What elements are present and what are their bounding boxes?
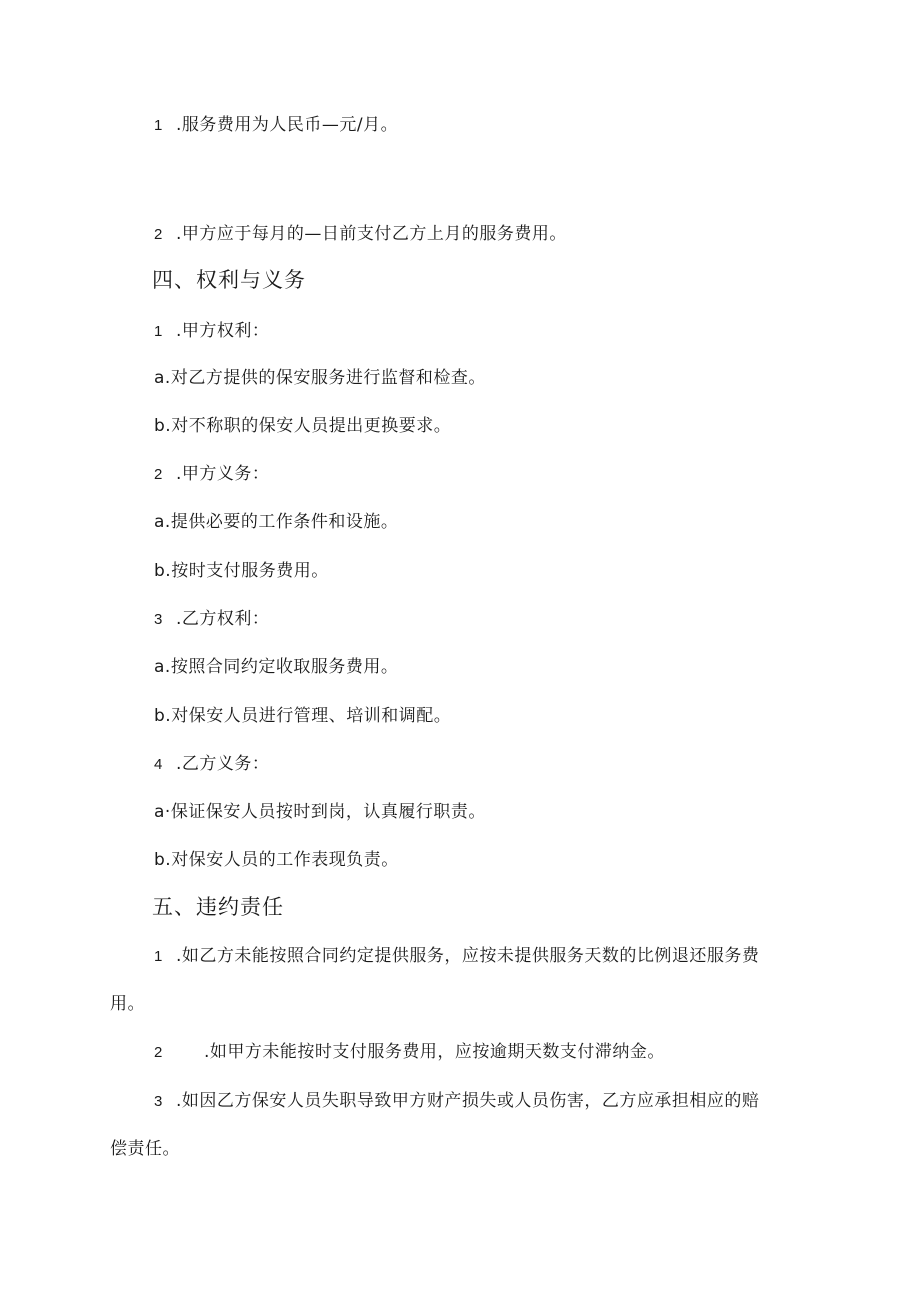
item-number: 2 <box>154 1044 163 1061</box>
item-number: 2 <box>154 466 163 483</box>
rights-subitem: b.对不称职的保安人员提出更换要求。 <box>154 416 452 436</box>
payment-item-1 <box>154 113 398 138</box>
liability-item-1-continuation: 用。 <box>110 994 145 1014</box>
liability-item-1 <box>154 944 759 969</box>
item-number: 1 <box>154 948 163 965</box>
item-number: 2 <box>154 226 163 243</box>
section-heading-rights-obligations: 四、权利与义务 <box>152 268 306 292</box>
rights-subitem: a.提供必要的工作条件和设施。 <box>154 512 399 532</box>
item-text: .服务费用为人民币—元/月。 <box>176 115 399 135</box>
item-text: .甲方应于每月的—日前支付乙方上月的服务费用。 <box>176 224 567 244</box>
rights-item-2 <box>154 462 269 487</box>
rights-subitem: a.按照合同约定收取服务费用。 <box>154 657 399 677</box>
rights-subitem: a·保证保安人员按时到岗，认真履行职责。 <box>154 802 486 822</box>
liability-item-3-continuation: 偿责任。 <box>110 1139 180 1159</box>
item-number: 4 <box>154 756 163 773</box>
item-text: .如甲方未能按时支付服务费用，应按逾期天数支付滞纳金。 <box>204 1042 665 1062</box>
item-text: .甲方权利： <box>176 321 270 341</box>
rights-subitem: b.按时支付服务费用。 <box>154 561 329 581</box>
rights-subitem: b.对保安人员进行管理、培训和调配。 <box>154 706 452 726</box>
item-text: .乙方义务： <box>176 754 270 774</box>
section-heading-liability: 五、违约责任 <box>152 895 284 919</box>
item-number: 3 <box>154 611 163 628</box>
item-text: .如乙方未能按照合同约定提供服务，应按未提供服务天数的比例退还服务费 <box>176 946 760 966</box>
item-number: 3 <box>154 1093 163 1110</box>
rights-item-3 <box>154 607 269 632</box>
item-number: 1 <box>154 117 163 134</box>
rights-subitem: a.对乙方提供的保安服务进行监督和检查。 <box>154 368 486 388</box>
payment-item-2 <box>154 222 567 247</box>
rights-item-1 <box>154 319 269 344</box>
liability-item-3 <box>154 1089 759 1114</box>
liability-item-2 <box>154 1040 665 1065</box>
item-text: .乙方权利： <box>176 609 270 629</box>
item-text: .如因乙方保安人员失职导致甲方财产损失或人员伤害，乙方应承担相应的赔 <box>176 1091 760 1111</box>
item-number: 1 <box>154 323 163 340</box>
rights-item-4 <box>154 752 269 777</box>
item-text: .甲方义务： <box>176 464 270 484</box>
rights-subitem: b.对保安人员的工作表现负责。 <box>154 850 399 870</box>
